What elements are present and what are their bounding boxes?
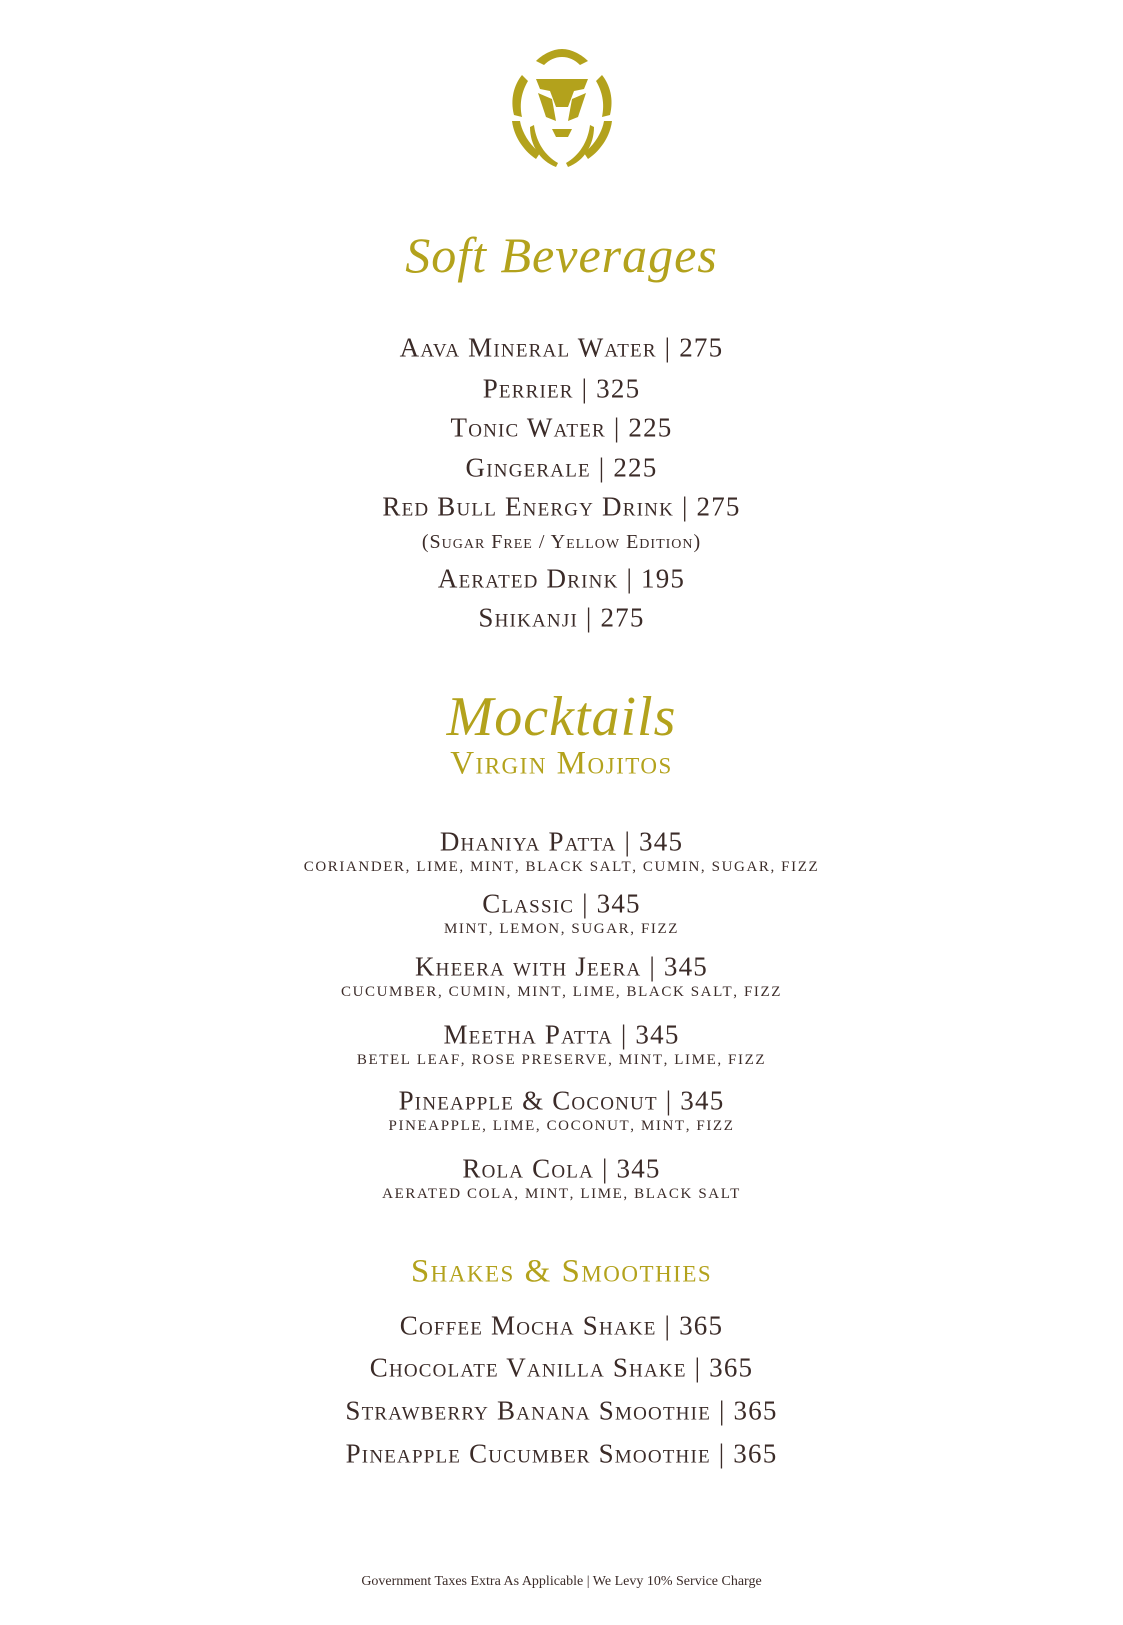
menu-item: Aerated Drink | 195 bbox=[437, 563, 686, 594]
menu-item: Gingerale | 225 bbox=[465, 452, 658, 483]
menu-item: Coffee Mocha Shake | 365 bbox=[399, 1310, 724, 1341]
menu-item: Tonic Water | 225 bbox=[450, 412, 673, 443]
menu-item: Chocolate Vanilla Shake | 365 bbox=[369, 1352, 754, 1383]
menu-item: Aava Mineral Water | 275 bbox=[399, 332, 724, 363]
menu-item: Shikanji | 275 bbox=[478, 602, 645, 633]
section-title-shakes-smoothies: Shakes & Smoothies bbox=[410, 1253, 713, 1290]
menu-item: Dhaniya Patta | 345 bbox=[439, 826, 684, 857]
footer-note: Government Taxes Extra As Applicable | We Levy 10% Service Charge bbox=[361, 1574, 762, 1589]
section-title-mocktails: Mocktails bbox=[446, 686, 677, 748]
lion-head-logo-icon bbox=[506, 45, 618, 170]
section-title-soft-beverages: Soft Beverages bbox=[405, 227, 718, 283]
menu-item-description: Coriander, lime, mint, black salt, cumin, sugar, fizz bbox=[303, 851, 820, 876]
menu-item: Strawberry Banana Smoothie | 365 bbox=[345, 1395, 778, 1426]
menu-item-note: (Sugar Free / Yellow Edition) bbox=[421, 531, 702, 553]
menu-item: Rola Cola | 345 bbox=[462, 1153, 661, 1184]
menu-item-description: Aerated cola, mint, lime, black salt bbox=[382, 1178, 741, 1203]
menu-item-description: Pineapple, lime, coconut, mint, fizz bbox=[388, 1110, 735, 1135]
menu-item: Classic | 345 bbox=[482, 888, 641, 919]
menu-item: Pineapple & Coconut | 345 bbox=[398, 1085, 725, 1116]
menu-item: Pineapple Cucumber Smoothie | 365 bbox=[345, 1438, 778, 1469]
section-subtitle-virgin-mojitos: Virgin Mojitos bbox=[450, 745, 673, 782]
menu-item-description: mint, lemon, sugar, fizz bbox=[443, 913, 680, 938]
menu-item-description: Cucumber, cumin, mint, lime, black salt, fizz bbox=[340, 976, 783, 1001]
menu-item: Red Bull Energy Drink | 275 bbox=[382, 491, 741, 522]
menu-item: Meetha Patta | 345 bbox=[443, 1019, 680, 1050]
menu-item: Kheera with Jeera | 345 bbox=[414, 951, 709, 982]
menu-item-description: Betel leaf, rose preserve, mint, lime, fizz bbox=[356, 1044, 767, 1069]
menu-item: Perrier | 325 bbox=[482, 373, 641, 404]
